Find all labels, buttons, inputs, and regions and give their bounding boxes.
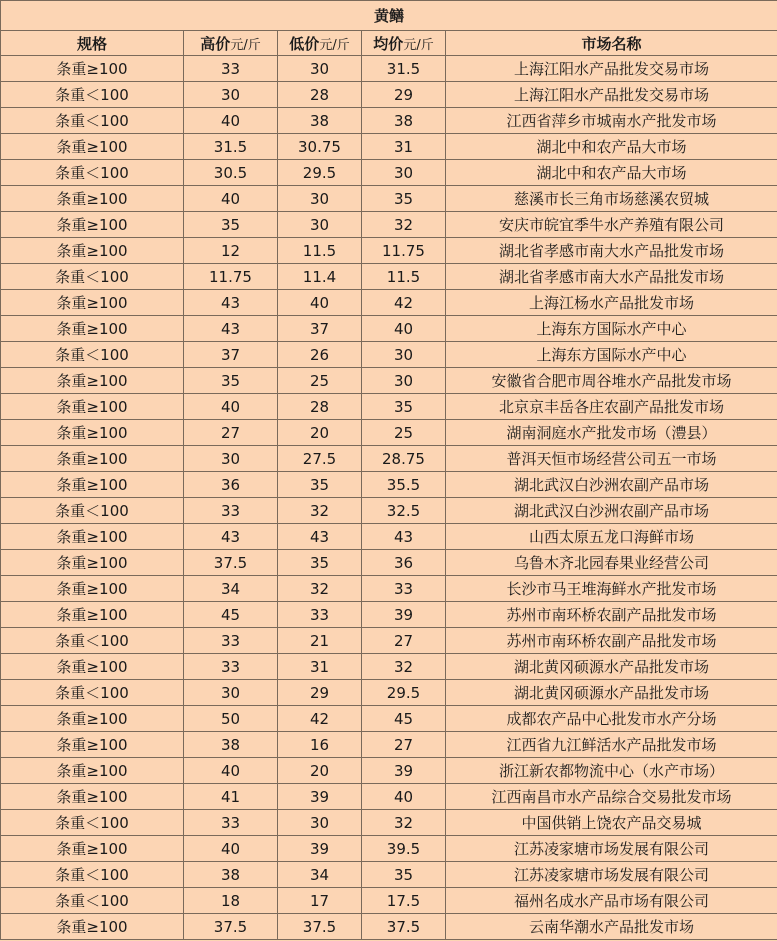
- header-low-unit: 元/斤: [319, 37, 350, 53]
- cell-avg-price: 37.5: [362, 914, 446, 940]
- cell-spec: 条重≥100: [1, 732, 184, 758]
- cell-market-name: 安庆市皖宜季牛水产养殖有限公司: [446, 212, 777, 238]
- cell-low-price: 28: [278, 394, 362, 420]
- cell-high-price: 11.75: [184, 264, 278, 290]
- table-row: [1, 654, 777, 680]
- cell-low-price: 34: [278, 862, 362, 888]
- cell-avg-price: 43: [362, 524, 446, 550]
- cell-high-price: 38: [184, 732, 278, 758]
- cell-avg-price: 42: [362, 290, 446, 316]
- cell-high-price: 40: [184, 394, 278, 420]
- cell-low-price: 31: [278, 654, 362, 680]
- cell-avg-price: 36: [362, 550, 446, 576]
- cell-spec: 条重＜100: [1, 628, 184, 654]
- header-market: [446, 31, 777, 56]
- table-row: [1, 680, 777, 706]
- cell-high-price: 18: [184, 888, 278, 914]
- cell-low-price: 39: [278, 784, 362, 810]
- cell-avg-price: 35: [362, 186, 446, 212]
- table-row: [1, 628, 777, 654]
- header-market-label: 市场名称: [581, 34, 642, 53]
- cell-avg-price: 39.5: [362, 836, 446, 862]
- cell-market-name: 湖北省孝感市南大水产品批发市场: [446, 264, 777, 290]
- cell-spec: 条重≥100: [1, 602, 184, 628]
- table-row: [1, 862, 777, 888]
- cell-avg-price: 27: [362, 732, 446, 758]
- cell-low-price: 30: [278, 186, 362, 212]
- cell-spec: 条重≥100: [1, 316, 184, 342]
- cell-high-price: 40: [184, 758, 278, 784]
- cell-low-price: 38: [278, 108, 362, 134]
- cell-high-price: 43: [184, 524, 278, 550]
- cell-spec: 条重＜100: [1, 82, 184, 108]
- cell-high-price: 30: [184, 82, 278, 108]
- cell-market-name: 江西省萍乡市城南水产批发市场: [446, 108, 777, 134]
- table-row: [1, 368, 777, 394]
- cell-market-name: 乌鲁木齐北园春果业经营公司: [446, 550, 777, 576]
- cell-market-name: 江苏凌家塘市场发展有限公司: [446, 836, 777, 862]
- cell-high-price: 33: [184, 654, 278, 680]
- cell-market-name: 浙江新农都物流中心（水产市场）: [446, 758, 777, 784]
- cell-market-name: 北京京丰岳各庄农副产品批发市场: [446, 394, 777, 420]
- cell-spec: 条重≥100: [1, 56, 184, 82]
- table-body: [1, 56, 777, 940]
- cell-high-price: 43: [184, 290, 278, 316]
- cell-avg-price: 38: [362, 108, 446, 134]
- table-row: [1, 888, 777, 914]
- cell-low-price: 35: [278, 550, 362, 576]
- cell-high-price: 31.5: [184, 134, 278, 160]
- cell-low-price: 32: [278, 498, 362, 524]
- table-row: [1, 706, 777, 732]
- table-row: [1, 238, 777, 264]
- cell-avg-price: 30: [362, 342, 446, 368]
- cell-market-name: 江苏凌家塘市场发展有限公司: [446, 862, 777, 888]
- cell-market-name: 湖北黄冈硕源水产品批发市场: [446, 680, 777, 706]
- cell-market-name: 苏州市南环桥农副产品批发市场: [446, 628, 777, 654]
- cell-spec: 条重≥100: [1, 238, 184, 264]
- cell-high-price: 33: [184, 628, 278, 654]
- cell-avg-price: 29.5: [362, 680, 446, 706]
- cell-low-price: 20: [278, 420, 362, 446]
- cell-spec: 条重＜100: [1, 498, 184, 524]
- cell-market-name: 江西省九江鲜活水产品批发市场: [446, 732, 777, 758]
- cell-high-price: 36: [184, 472, 278, 498]
- cell-avg-price: 32: [362, 810, 446, 836]
- cell-high-price: 30.5: [184, 160, 278, 186]
- cell-market-name: 苏州市南环桥农副产品批发市场: [446, 602, 777, 628]
- cell-high-price: 43: [184, 316, 278, 342]
- cell-market-name: 安徽省合肥市周谷堆水产品批发市场: [446, 368, 777, 394]
- cell-market-name: 湖南洞庭水产批发市场（澧县）: [446, 420, 777, 446]
- cell-high-price: 27: [184, 420, 278, 446]
- cell-spec: 条重＜100: [1, 888, 184, 914]
- table-title-row: [1, 1, 777, 31]
- header-low: [278, 31, 362, 56]
- cell-avg-price: 45: [362, 706, 446, 732]
- cell-avg-price: 32: [362, 212, 446, 238]
- cell-low-price: 28: [278, 82, 362, 108]
- table-row: [1, 524, 777, 550]
- cell-spec: 条重≥100: [1, 134, 184, 160]
- cell-high-price: 45: [184, 602, 278, 628]
- cell-spec: 条重＜100: [1, 342, 184, 368]
- cell-low-price: 11.5: [278, 238, 362, 264]
- cell-high-price: 34: [184, 576, 278, 602]
- table-row: [1, 810, 777, 836]
- cell-spec: 条重≥100: [1, 706, 184, 732]
- cell-spec: 条重≥100: [1, 784, 184, 810]
- table-row: [1, 914, 777, 940]
- table-row: [1, 316, 777, 342]
- cell-spec: 条重≥100: [1, 550, 184, 576]
- table-row: [1, 550, 777, 576]
- cell-spec: 条重＜100: [1, 160, 184, 186]
- cell-spec: 条重≥100: [1, 472, 184, 498]
- cell-low-price: 37.5: [278, 914, 362, 940]
- cell-low-price: 35: [278, 472, 362, 498]
- table-row: [1, 446, 777, 472]
- table-row: [1, 576, 777, 602]
- table-row: [1, 602, 777, 628]
- cell-low-price: 25: [278, 368, 362, 394]
- cell-low-price: 30.75: [278, 134, 362, 160]
- cell-low-price: 40: [278, 290, 362, 316]
- cell-low-price: 30: [278, 810, 362, 836]
- cell-market-name: 普洱天恒市场经营公司五一市场: [446, 446, 777, 472]
- cell-spec: 条重＜100: [1, 680, 184, 706]
- cell-market-name: 长沙市马王堆海鲜水产批发市场: [446, 576, 777, 602]
- cell-market-name: 上海江阳水产品批发交易市场: [446, 56, 777, 82]
- table-row: [1, 758, 777, 784]
- cell-avg-price: 40: [362, 784, 446, 810]
- cell-spec: 条重≥100: [1, 524, 184, 550]
- header-spec: [1, 31, 184, 56]
- cell-low-price: 32: [278, 576, 362, 602]
- cell-low-price: 30: [278, 212, 362, 238]
- cell-spec: 条重≥100: [1, 836, 184, 862]
- cell-low-price: 30: [278, 56, 362, 82]
- cell-low-price: 26: [278, 342, 362, 368]
- table-row: [1, 264, 777, 290]
- header-high-label: 高价: [200, 34, 231, 53]
- table-row: [1, 212, 777, 238]
- cell-market-name: 成都农产品中心批发市水产分场: [446, 706, 777, 732]
- table-row: [1, 420, 777, 446]
- cell-market-name: 上海江杨水产品批发市场: [446, 290, 777, 316]
- cell-spec: 条重≥100: [1, 576, 184, 602]
- cell-spec: 条重＜100: [1, 810, 184, 836]
- table-header-row: [1, 31, 777, 56]
- cell-low-price: 33: [278, 602, 362, 628]
- table-row: [1, 82, 777, 108]
- cell-high-price: 40: [184, 108, 278, 134]
- cell-spec: 条重＜100: [1, 108, 184, 134]
- cell-avg-price: 28.75: [362, 446, 446, 472]
- cell-avg-price: 31.5: [362, 56, 446, 82]
- header-spec-label: 规格: [76, 34, 107, 53]
- cell-high-price: 40: [184, 186, 278, 212]
- cell-high-price: 30: [184, 446, 278, 472]
- cell-high-price: 35: [184, 212, 278, 238]
- cell-low-price: 17: [278, 888, 362, 914]
- cell-low-price: 43: [278, 524, 362, 550]
- cell-avg-price: 25: [362, 420, 446, 446]
- cell-spec: 条重≥100: [1, 758, 184, 784]
- cell-avg-price: 33: [362, 576, 446, 602]
- cell-market-name: 山西太原五龙口海鲜市场: [446, 524, 777, 550]
- cell-high-price: 41: [184, 784, 278, 810]
- cell-high-price: 33: [184, 56, 278, 82]
- cell-spec: 条重≥100: [1, 212, 184, 238]
- table-row: [1, 472, 777, 498]
- cell-avg-price: 27: [362, 628, 446, 654]
- cell-low-price: 42: [278, 706, 362, 732]
- table-row: [1, 342, 777, 368]
- table-row: [1, 160, 777, 186]
- cell-market-name: 云南华潮水产品批发市场: [446, 914, 777, 940]
- cell-high-price: 50: [184, 706, 278, 732]
- cell-low-price: 29: [278, 680, 362, 706]
- cell-avg-price: 39: [362, 758, 446, 784]
- cell-low-price: 21: [278, 628, 362, 654]
- cell-market-name: 湖北武汉白沙洲农副产品市场: [446, 472, 777, 498]
- cell-avg-price: 32.5: [362, 498, 446, 524]
- table-row: [1, 186, 777, 212]
- cell-market-name: 江西南昌市水产品综合交易批发市场: [446, 784, 777, 810]
- cell-spec: 条重≥100: [1, 446, 184, 472]
- table-row: [1, 732, 777, 758]
- cell-low-price: 29.5: [278, 160, 362, 186]
- cell-avg-price: 30: [362, 368, 446, 394]
- cell-spec: 条重≥100: [1, 394, 184, 420]
- cell-low-price: 11.4: [278, 264, 362, 290]
- header-high-unit: 元/斤: [230, 37, 261, 53]
- cell-spec: 条重≥100: [1, 420, 184, 446]
- cell-avg-price: 11.75: [362, 238, 446, 264]
- table-row: [1, 498, 777, 524]
- cell-high-price: 37.5: [184, 914, 278, 940]
- cell-market-name: 福州名成水产品市场有限公司: [446, 888, 777, 914]
- cell-market-name: 上海江阳水产品批发交易市场: [446, 82, 777, 108]
- cell-spec: 条重＜100: [1, 862, 184, 888]
- cell-avg-price: 30: [362, 160, 446, 186]
- cell-low-price: 27.5: [278, 446, 362, 472]
- cell-market-name: 慈溪市长三角市场慈溪农贸城: [446, 186, 777, 212]
- cell-market-name: 上海东方国际水产中心: [446, 342, 777, 368]
- cell-high-price: 33: [184, 810, 278, 836]
- cell-spec: 条重＜100: [1, 264, 184, 290]
- cell-avg-price: 35.5: [362, 472, 446, 498]
- cell-spec: 条重≥100: [1, 914, 184, 940]
- cell-market-name: 湖北中和农产品大市场: [446, 160, 777, 186]
- cell-spec: 条重≥100: [1, 368, 184, 394]
- cell-high-price: 40: [184, 836, 278, 862]
- table-row: [1, 56, 777, 82]
- cell-low-price: 20: [278, 758, 362, 784]
- cell-high-price: 30: [184, 680, 278, 706]
- cell-market-name: 湖北中和农产品大市场: [446, 134, 777, 160]
- cell-high-price: 38: [184, 862, 278, 888]
- cell-high-price: 35: [184, 368, 278, 394]
- cell-spec: 条重≥100: [1, 654, 184, 680]
- table-row: [1, 290, 777, 316]
- cell-avg-price: 32: [362, 654, 446, 680]
- table-row: [1, 134, 777, 160]
- cell-avg-price: 11.5: [362, 264, 446, 290]
- cell-market-name: 上海东方国际水产中心: [446, 316, 777, 342]
- header-avg-label: 均价: [373, 34, 404, 53]
- cell-low-price: 39: [278, 836, 362, 862]
- header-avg: [362, 31, 446, 56]
- table-row: [1, 784, 777, 810]
- cell-market-name: 湖北黄冈硕源水产品批发市场: [446, 654, 777, 680]
- cell-market-name: 湖北省孝感市南大水产品批发市场: [446, 238, 777, 264]
- table-title: 黄鳝: [1, 1, 777, 31]
- cell-high-price: 33: [184, 498, 278, 524]
- header-high: [184, 31, 278, 56]
- cell-spec: 条重≥100: [1, 290, 184, 316]
- cell-avg-price: 35: [362, 394, 446, 420]
- header-avg-unit: 元/斤: [403, 37, 434, 53]
- cell-high-price: 37: [184, 342, 278, 368]
- header-low-label: 低价: [289, 34, 320, 53]
- cell-high-price: 37.5: [184, 550, 278, 576]
- cell-avg-price: 31: [362, 134, 446, 160]
- cell-spec: 条重≥100: [1, 186, 184, 212]
- cell-avg-price: 17.5: [362, 888, 446, 914]
- cell-market-name: 中国供销上饶农产品交易城: [446, 810, 777, 836]
- table-row: [1, 836, 777, 862]
- cell-high-price: 12: [184, 238, 278, 264]
- cell-low-price: 37: [278, 316, 362, 342]
- cell-avg-price: 40: [362, 316, 446, 342]
- table-row: [1, 394, 777, 420]
- cell-market-name: 湖北武汉白沙洲农副产品市场: [446, 498, 777, 524]
- cell-avg-price: 39: [362, 602, 446, 628]
- table-row: [1, 108, 777, 134]
- cell-avg-price: 29: [362, 82, 446, 108]
- cell-avg-price: 35: [362, 862, 446, 888]
- cell-low-price: 16: [278, 732, 362, 758]
